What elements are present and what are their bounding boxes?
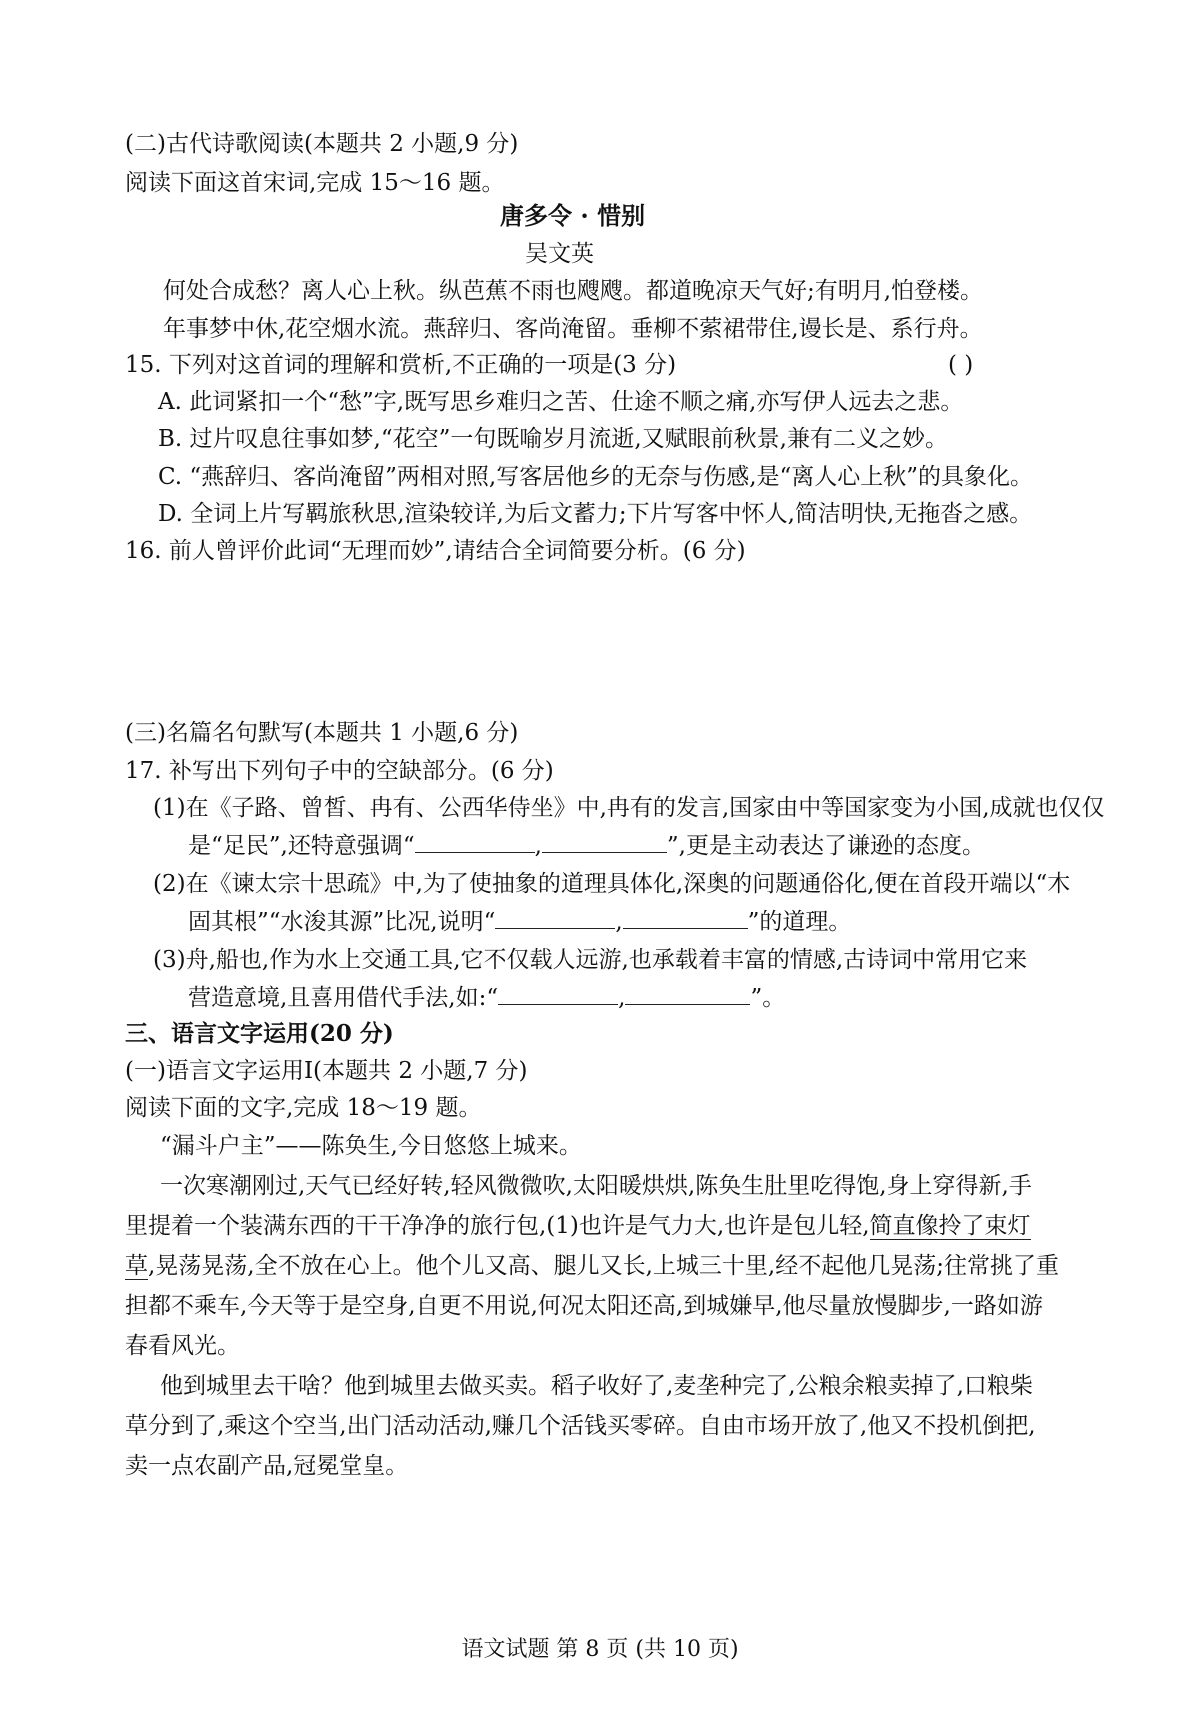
passage-p1-line2: 里提着一个装满东西的干干净净的旅行包,(1)也许是气力大,也许是包儿轻,简直像拎了束灯 [125, 1213, 1031, 1239]
passage-p2-line2: 草分到了,乘这个空当,出门活动活动,赚几个活钱买零碎。自由市场开放了,他又不投机倒把, [125, 1413, 1036, 1439]
section-language-instruction: 阅读下面的文字,完成 18～19 题。 [125, 1095, 482, 1121]
q17-item3-blank-1[interactable] [498, 982, 618, 1005]
section-poetry-instruction: 阅读下面这首宋词,完成 15～16 题。 [125, 170, 505, 196]
passage-title-line: “漏斗户主”——陈奂生,今日悠悠上城来。 [160, 1133, 582, 1159]
section-recitation-heading: (三)名篇名句默写(本题共 1 小题,6 分) [125, 720, 519, 746]
section-language-subheading: (一)语言文字运用Ⅰ(本题共 2 小题,7 分) [125, 1058, 528, 1084]
section-language-heading: 三、语言文字运用(20 分) [125, 1020, 394, 1047]
q17-item2-line2: 固其根”“水浚其源”比况,说明“ , ”的道理。 [188, 906, 851, 938]
q17-stem: 17. 补写出下列句子中的空缺部分。(6 分) [125, 758, 554, 784]
q17-item1-line2: 是“足民”,还特意强调“ , ”,更是主动表达了谦逊的态度。 [188, 830, 985, 862]
passage-p1-line5: 春看风光。 [125, 1333, 240, 1359]
page-footer: 语文试题 第 8 页 (共 10 页) [461, 1637, 739, 1662]
q15-stem: 15. 下列对这首词的理解和赏析,不正确的一项是(3 分) [125, 352, 677, 378]
q17-item3-line2: 营造意境,且喜用借代手法,如:“ , ”。 [188, 982, 785, 1014]
q17-item2-blank-1[interactable] [495, 906, 615, 929]
passage-p2-line1: 他到城里去干啥？他到城里去做买卖。稻子收好了,麦垄种完了,公粮余粮卖掉了,口粮柴 [160, 1373, 1033, 1399]
underlined-phrase: 简直像拎了束灯 [869, 1213, 1031, 1239]
poem-line-2: 年事梦中休,花空烟水流。燕辞归、客尚淹留。垂柳不萦裙带住,谩长是、系行舟。 [163, 316, 983, 342]
passage-p1-line1: 一次寒潮刚过,天气已经好转,轻风微微吹,太阳暖烘烘,陈奂生肚里吃得饱,身上穿得新,手 [160, 1173, 1032, 1199]
passage-p2-line3: 卖一点农副产品,冠冕堂皇。 [125, 1453, 409, 1479]
poem-line-1: 何处合成愁？离人心上秋。纵芭蕉不雨也飕飕。都道晚凉天气好;有明月,怕登楼。 [163, 278, 984, 304]
poem-title: 唐多令 · 惜别 [500, 201, 646, 230]
q15-option-b: B. 过片叹息往事如梦,“花空”一句既喻岁月流逝,又赋眼前秋景,兼有二义之妙。 [158, 426, 948, 452]
q17-item1-line1: (1)在《子路、曾皙、冉有、公西华侍坐》中,冉有的发言,国家由中等国家变为小国,成就也仅仅 [153, 795, 1105, 821]
q16-stem: 16. 前人曾评价此词“无理而妙”,请结合全词简要分析。(6 分) [125, 538, 746, 564]
q17-item3-line1: (3)舟,船也,作为水上交通工具,它不仅载人远游,也承载着丰富的情感,古诗词中常用它来 [153, 947, 1028, 973]
q17-item2-line1: (2)在《谏太宗十思疏》中,为了使抽象的道理具体化,深奥的问题通俗化,便在首段开端以“木 [153, 871, 1071, 897]
q17-item2-blank-2[interactable] [623, 906, 748, 929]
q15-option-d: D. 全词上片写羁旅秋思,渲染较详,为后文蓄力;下片写客中怀人,简洁明快,无拖沓之感。 [158, 501, 1033, 527]
q15-option-c: C. “燕辞归、客尚淹留”两相对照,写客居他乡的无奈与伤感,是“离人心上秋”的具象化。 [158, 464, 1034, 490]
passage-p1-line4: 担都不乘车,今天等于是空身,自更不用说,何况太阳还高,到城嫌早,他尽量放慢脚步,一路如游 [125, 1293, 1043, 1319]
poem-author: 吴文英 [525, 241, 594, 267]
q15-answer-paren: ( ) [948, 352, 974, 378]
q17-item3-blank-2[interactable] [625, 982, 750, 1005]
q17-item1-blank-2[interactable] [542, 830, 667, 853]
q17-item1-blank-1[interactable] [415, 830, 535, 853]
section-poetry-heading: (二)古代诗歌阅读(本题共 2 小题,9 分) [125, 131, 519, 157]
q15-option-a: A. 此词紧扣一个“愁”字,既写思乡难归之苦、仕途不顺之痛,亦写伊人远去之悲。 [158, 389, 964, 415]
passage-p1-line3: 草,晃荡晃荡,全不放在心上。他个儿又高、腿儿又长,上城三十里,经不起他几晃荡;往常挑了重 [125, 1253, 1059, 1279]
